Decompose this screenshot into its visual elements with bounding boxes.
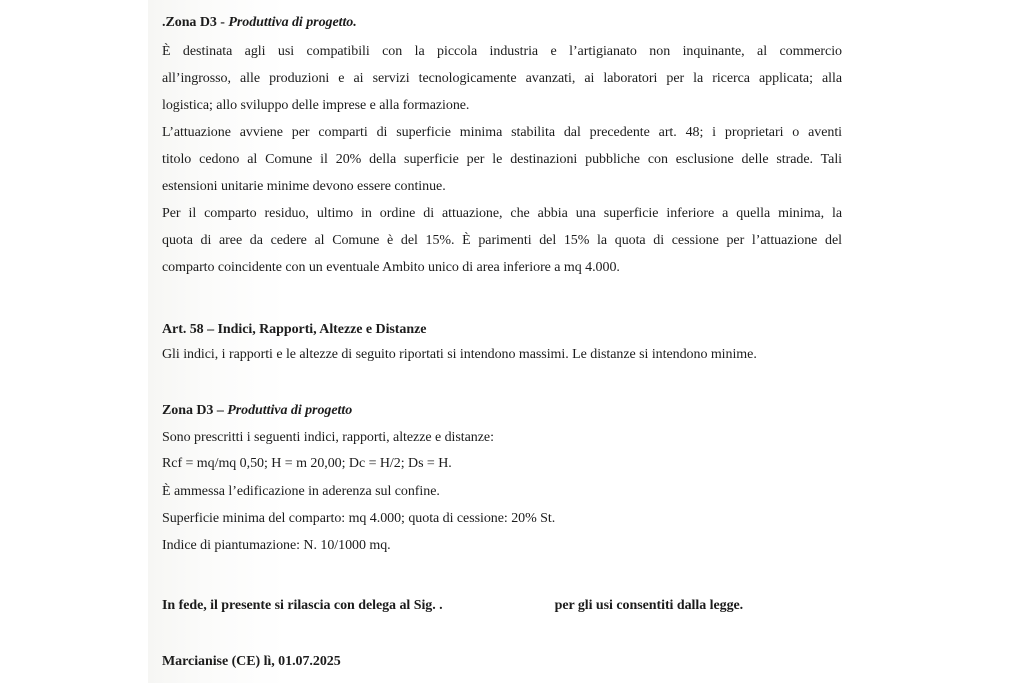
paragraph-line: estensioni unitarie minime devono essere continue. (162, 179, 446, 194)
prescription-line: È ammessa l’edificazione in aderenza sul confine. (162, 484, 440, 499)
paragraph-line: titolo cedono al Comune il 20% della superficie per le destinazioni pubbliche con esclusione delle strade. Tali (162, 152, 842, 167)
zone-heading-d3-indices (162, 402, 352, 420)
zone-heading-d3 (162, 14, 357, 32)
prescription-line: Superficie minima del comparto: mq 4.000; quota di cessione: 20% St. (162, 511, 556, 526)
paragraph-line: Per il comparto residuo, ultimo in ordine di attuazione, che abbia una superficie inferiore a quella minima, la (162, 206, 842, 221)
prescription-line: Indice di piantumazione: N. 10/1000 mq. (162, 538, 391, 553)
prescription-line: Rcf = mq/mq 0,50; H = m 20,00; Dc = H/2; Ds = H. (162, 456, 452, 471)
zone-heading-code: Zona D3 – (162, 403, 228, 418)
paragraph-line: comparto coincidente con un eventuale Ambito unico di area inferiore a mq 4.000. (162, 260, 620, 275)
zone-heading-title: Produttiva di progetto. (228, 15, 357, 30)
closing-text-after: per gli usi consentiti dalla legge. (554, 598, 744, 613)
paragraph-line: quota di aree da cedere al Comune è del 15%. È parimenti del 15% la quota di cessione per l’attuazione del (162, 233, 842, 248)
paragraph-line: all’ingrosso, alle produzioni e ai servizi tecnologicamente avanzati, ai laboratori per la ricerca applicata; alla (162, 71, 842, 86)
zone-heading-title: Produttiva di progetto (227, 403, 353, 418)
article-text: Gli indici, i rapporti e le altezze di seguito riportati si intendono massimi. Le distanze si intendono minime. (162, 347, 757, 362)
paragraph-line: L’attuazione avviene per comparti di superficie minima stabilita dal precedente art. 48; i proprietari o aventi (162, 125, 842, 140)
closing-statement (162, 597, 743, 615)
article-heading: Art. 58 – Indici, Rapporti, Altezze e Distanze (162, 322, 427, 337)
closing-text-before: In fede, il presente si rilascia con delega al Sig. . (162, 598, 443, 613)
paragraph-line: È destinata agli usi compatibili con la piccola industria e l’artigianato non inquinante, al commercio (162, 44, 842, 59)
zone-heading-code: .Zona D3 - (162, 15, 229, 30)
paragraph-line: logistica; allo sviluppo delle imprese e alla formazione. (162, 98, 470, 113)
place-date: Marcianise (CE) lì, 01.07.2025 (162, 654, 341, 669)
prescription-line: Sono prescritti i seguenti indici, rapporti, altezze e distanze: (162, 430, 494, 445)
